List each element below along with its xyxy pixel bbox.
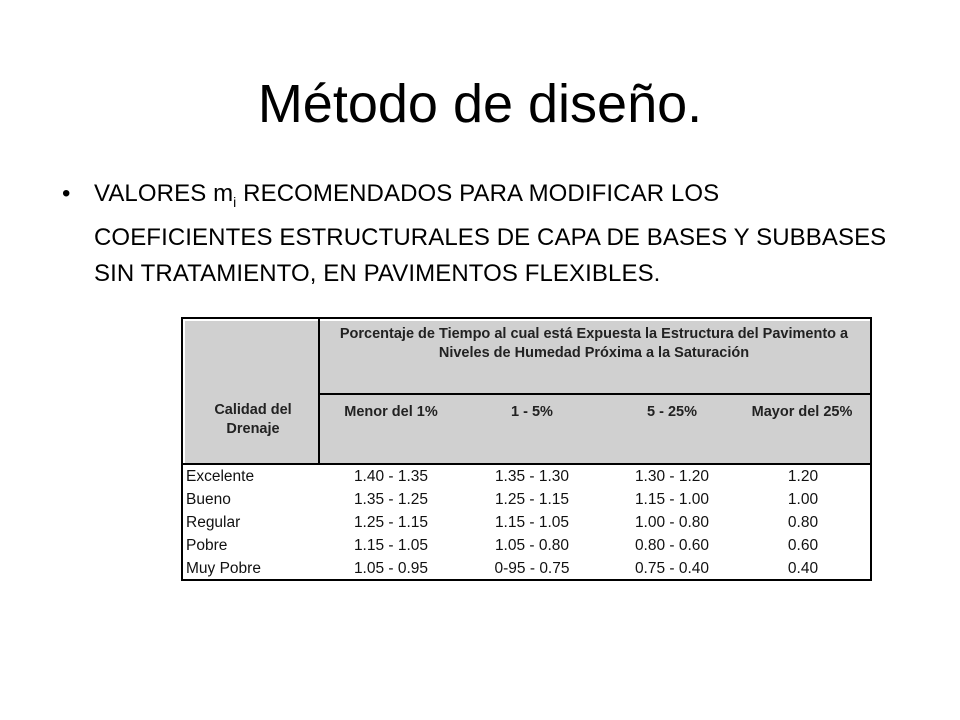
row-label: Excelente — [186, 468, 255, 485]
bullet-text-end: RECOMENDADOS PARA MODIFICAR LOS COEFICIENTES ESTRUCTURALES DE CAPA DE BASES Y SUBBASES SIN TRATAMIENTO, EN PAVIMENTOS FLEXIBLES. — [94, 180, 887, 287]
bullet-subscript: i — [233, 193, 237, 210]
table-cell: 1.35 - 1.30 — [494, 468, 570, 485]
slide-title: Método de diseño. — [257, 74, 703, 134]
table-cell: 0.75 - 0.40 — [634, 560, 710, 577]
table-cell: 1.05 - 0.95 — [353, 560, 429, 577]
table-cell: 1.00 — [787, 491, 819, 508]
row-label: Muy Pobre — [186, 560, 261, 577]
drainage-coefficients-table — [181, 317, 872, 581]
column-header: Menor del 1% — [344, 404, 438, 420]
row-label: Bueno — [186, 491, 231, 508]
table-cell: 1.35 - 1.25 — [353, 491, 429, 508]
table-cell: 1.05 - 0.80 — [494, 537, 570, 554]
row-label: Regular — [186, 514, 241, 531]
table-cell: 1.30 - 1.20 — [634, 468, 710, 485]
column-header: 1 - 5% — [511, 404, 553, 420]
column-header: 5 - 25% — [647, 404, 697, 420]
table-cell: 1.20 — [787, 468, 819, 485]
table-cell: 0.60 — [787, 537, 819, 554]
table-cell: 1.15 - 1.05 — [494, 514, 570, 531]
table-cell: 0.40 — [787, 560, 819, 577]
column-header: Mayor del 25% — [751, 404, 853, 420]
table-cell: 0.80 — [787, 514, 819, 531]
bullet-dot: • — [62, 180, 71, 207]
table-cell: 0-95 - 0.75 — [494, 560, 570, 577]
table-cell: 1.00 - 0.80 — [634, 514, 710, 531]
header-divider-horizontal — [318, 393, 870, 395]
bullet-text — [94, 176, 900, 292]
table-cell: 1.15 - 1.00 — [634, 491, 710, 508]
bullet-text-start: VALORES m — [94, 180, 234, 207]
table-cell: 1.40 - 1.35 — [353, 468, 429, 485]
group-header: Porcentaje de Tiempo al cual está Expuesta la Estructura del Pavimento a Niveles de Humedad Próxima a la Saturación — [339, 326, 849, 361]
table-cell: 1.15 - 1.05 — [353, 537, 429, 554]
table-cell: 0.80 - 0.60 — [634, 537, 710, 554]
table-cell: 1.25 - 1.15 — [494, 491, 570, 508]
row-header: Calidad del Drenaje — [214, 402, 292, 437]
row-label: Pobre — [186, 537, 228, 554]
table-cell: 1.25 - 1.15 — [353, 514, 429, 531]
